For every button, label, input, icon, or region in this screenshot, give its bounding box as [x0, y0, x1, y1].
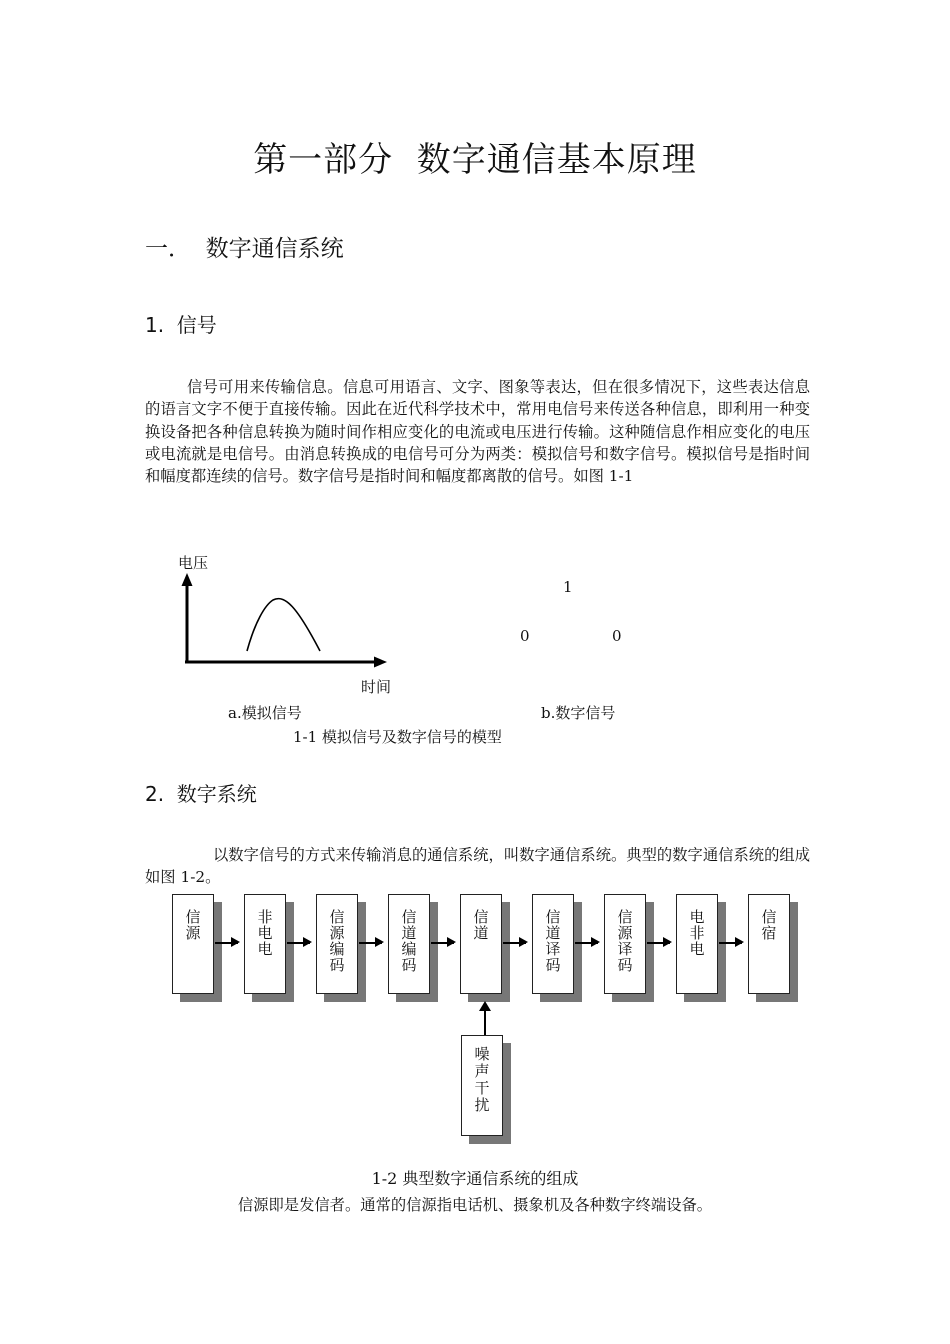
arrow-6 — [575, 942, 598, 944]
paragraph-signal — [145, 376, 810, 487]
block-noise-label: 噪 声 干 扰 — [474, 1045, 490, 1114]
time-axis-arrowhead — [374, 657, 387, 668]
block-source-encoding — [316, 894, 358, 994]
noise-arrowhead — [479, 1001, 491, 1011]
block-channel-decoding-label: 信 道 译 码 — [545, 908, 561, 974]
footer-text: 信源即是发信者。通常的信源指电话机、摄象机及各种数字终端设备。 — [237, 1196, 713, 1214]
block-channel-label: 信 道 — [473, 908, 489, 942]
block-noise — [461, 1035, 503, 1136]
arrow-4 — [431, 942, 454, 944]
paragraph-digital-system — [145, 844, 810, 889]
subfigure-a-label: a.模拟信号 — [228, 704, 302, 722]
x-axis-label: 时间 — [361, 678, 392, 696]
paragraph-signal-text: 信号可用来传输信息。信息可用语言、文字、图象等表达，但在很多情况下，这些表达信息的语言文字不便于直接传输。因此在近代科学技术中，常用电信号来传送各种信息，即利用一种变换设备把各种信息转换为随时间作相应变化的电流或电压进行传输。这种随信息作相应变化的电压或电流就是电信号。由消息转换成的电信号可分为两类：模拟信号和数字信号。模拟信号是指时间和幅度都连续的信号。数字信号是指时间和幅度都离散的信号。如图 1-1 — [145, 378, 810, 486]
block-nonelectric-to-electric — [244, 894, 286, 994]
voltage-axis-arrowhead — [182, 573, 193, 586]
section-heading-1: 一． 数字通信系统 — [145, 236, 344, 262]
arrow-7 — [647, 942, 670, 944]
figure-1-1 — [0, 545, 950, 755]
figure-1-2-caption: 1-2 典型数字通信系统的组成 — [371, 1169, 579, 1188]
digital-level-low-1: 0 — [520, 627, 530, 645]
subfigure-b-label: b.数字信号 — [541, 704, 616, 722]
noise-arrow-line — [484, 1008, 486, 1035]
analog-waveform — [247, 599, 320, 651]
subsection-heading-digital-system: 2. 数字系统 — [145, 782, 257, 806]
block-source-decoding — [604, 894, 646, 994]
page-title: 第一部分 数字通信基本原理 — [253, 140, 697, 180]
block-sink-label: 信 宿 — [761, 908, 777, 942]
block-source-label: 信 源 — [185, 908, 201, 942]
figure-1-2-diagram — [0, 893, 950, 1143]
arrow-8 — [719, 942, 742, 944]
block-channel-decoding — [532, 894, 574, 994]
block-channel-encoding — [388, 894, 430, 994]
block-sink — [748, 894, 790, 994]
figure-1-1-caption: 1-1 模拟信号及数字信号的模型 — [293, 728, 502, 746]
digital-level-high: 1 — [563, 578, 573, 596]
paragraph-digital-system-text: 以数字信号的方式来传输消息的通信系统，叫数字通信系统。典型的数字通信系统的组成如图 1-2。 — [145, 846, 810, 887]
block-source-decoding-label: 信 源 译 码 — [617, 908, 633, 974]
digital-level-low-2: 0 — [612, 627, 622, 645]
block-nonelectric-to-electric-label: 非 电 电 — [257, 908, 273, 958]
block-channel-encoding-label: 信 道 编 码 — [401, 908, 417, 974]
block-electric-to-nonelectric — [676, 894, 718, 994]
arrow-3 — [359, 942, 382, 944]
arrow-5 — [503, 942, 526, 944]
arrow-1 — [215, 942, 238, 944]
block-electric-to-nonelectric-label: 电 非 电 — [689, 908, 705, 958]
y-axis-label: 电压 — [178, 554, 209, 572]
analog-signal-plot — [175, 567, 400, 677]
block-source — [172, 894, 214, 994]
block-channel — [460, 894, 502, 994]
arrow-2 — [287, 942, 310, 944]
subsection-heading-signal: 1. 信号 — [145, 313, 217, 337]
block-source-encoding-label: 信 源 编 码 — [329, 908, 345, 974]
